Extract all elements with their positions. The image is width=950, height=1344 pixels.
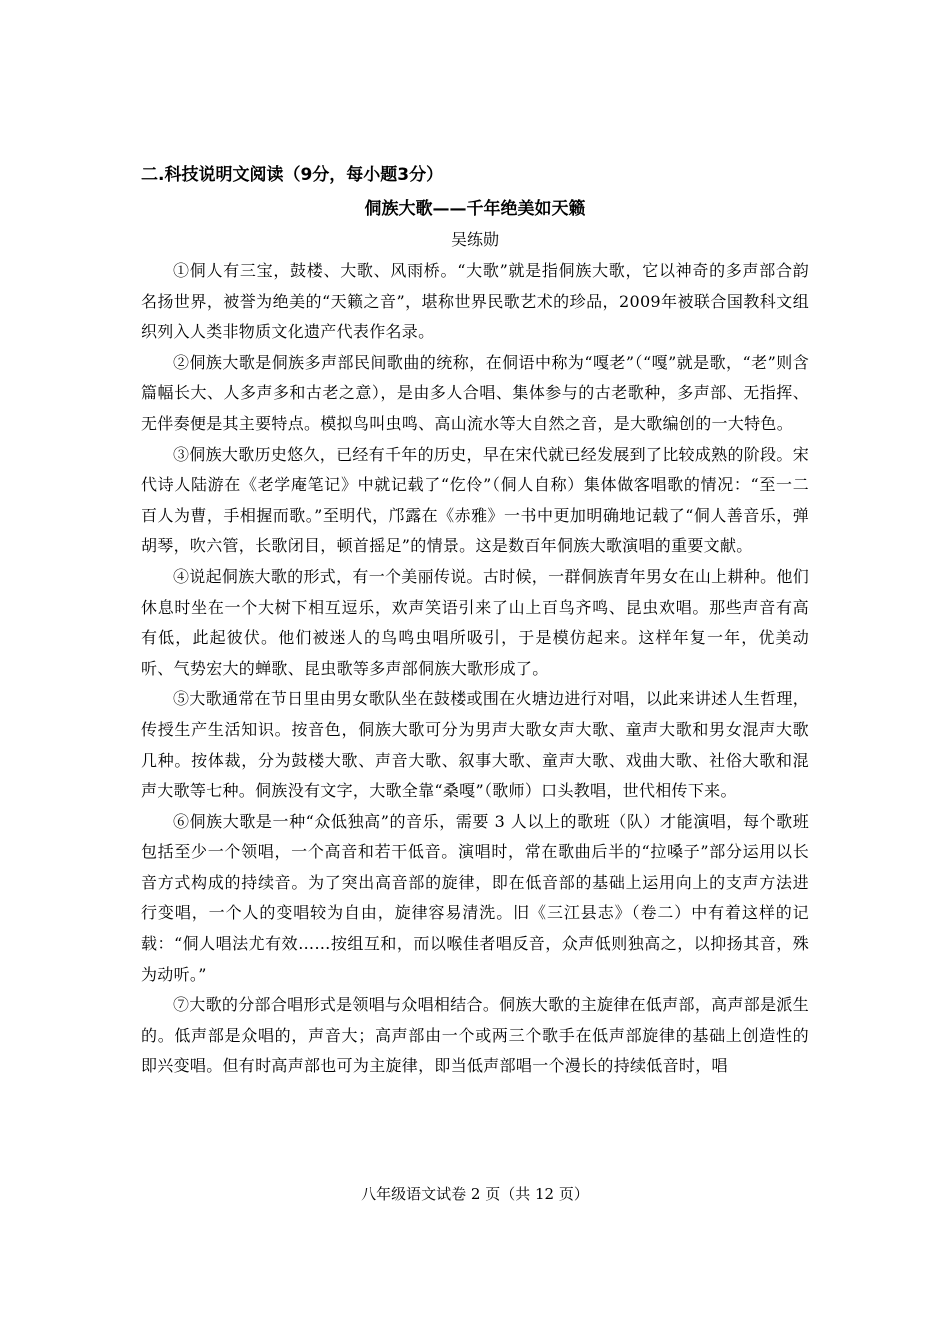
paragraph-1: ①侗人有三宝，鼓楼、大歌、风雨桥。“大歌”就是指侗族大歌，它以神奇的多声部合韵名扬世界，被誉为绝美的“天籁之音”，堪称世界民歌艺术的珍品，2009年被联合国教科文组织列入人类非物质文化遗产代表作名录。	[141, 261, 809, 342]
page-footer: 八年级语文试卷 2 页（共 12 页）	[361, 1185, 589, 1203]
paragraph-5: ⑤大歌通常在节日里由男女歌队坐在鼓楼或围在火塘边进行对唱，以此来讲述人生哲理，传授生产生活知识。按音色，侗族大歌可分为男声大歌女声大歌、童声大歌和男女混声大歌几种。按体裁，分为鼓楼大歌、声音大歌、叙事大歌、童声大歌、戏曲大歌、社俗大歌和混声大歌等七种。侗族没有文字，大歌全靠“桑嘎”（歌师）口头教唱，世代相传下来。	[141, 689, 809, 801]
paragraph-3: ③侗族大歌历史悠久，已经有千年的历史，早在宋代就已经发展到了比较成熟的阶段。宋代诗人陆游在《老学庵笔记》中就记载了“仡伶”（侗人自称）集体做客唱歌的情况：“至一二百人为曹，手相握而歌。”至明代，邝露在《赤雅》一书中更加明确地记载了“侗人善音乐，弹胡琴，吹六管，长歌闭目，顿首摇足”的情景。这是数百年侗族大歌演唱的重要文献。	[141, 444, 809, 556]
section-heading: 二.科技说明文阅读（9分，每小题3分）	[141, 165, 444, 185]
paragraph-2: ②侗族大歌是侗族多声部民间歌曲的统称，在侗语中称为“嘎老”（“嘎”就是歌，“老”则含篇幅长大、人多声多和古老之意），是由多人合唱、集体参与的古老歌种，多声部、无指挥、无伴奏便是其主要特点。模拟鸟叫虫鸣、高山流水等大自然之音，是大歌编创的一大特色。	[141, 352, 809, 433]
paragraph-4: ④说起侗族大歌的形式，有一个美丽传说。古时候，一群侗族青年男女在山上耕种。他们休息时坐在一个大树下相互逗乐，欢声笑语引来了山上百鸟齐鸣、昆虫欢唱。那些声音有高有低，此起彼伏。他们被迷人的鸟鸣虫唱所吸引，于是模仿起来。这样年复一年，优美动听、气势宏大的蝉歌、昆虫歌等多声部侗族大歌形成了。	[141, 566, 809, 678]
article-author: 吴练勋	[450, 230, 499, 249]
paragraph-6: ⑥侗族大歌是一种“众低独高”的音乐，需要 3 人以上的歌班（队）才能演唱，每个歌班包括至少一个领唱，一个高音和若干低音。演唱时，常在歌曲后半的“拉嗓子”部分运用以长音方式构成的持续音。为了突出高音部的旋律，即在低音部的基础上运用向上的支声方法进行变唱，一个人的变唱较为自由，旋律容易清洗。旧《三江县志》（卷二）中有着这样的记载：“侗人唱法尤有效……按组互和，而以喉佳者唱反音，众声低则独高之，以抑扬其音，殊为动听。”	[141, 811, 809, 984]
paragraph-7: ⑦大歌的分部合唱形式是领唱与众唱相结合。侗族大歌的主旋律在低声部，高声部是派生的。低声部是众唱的，声音大；高声部由一个或两三个歌手在低声部旋律的基础上创造性的即兴变唱。但有时高声部也可为主旋律，即当低声部唱一个漫长的持续低音时，唱	[141, 995, 809, 1076]
article-title: 侗族大歌——千年绝美如天籁	[364, 199, 586, 219]
article-body	[141, 256, 809, 1082]
